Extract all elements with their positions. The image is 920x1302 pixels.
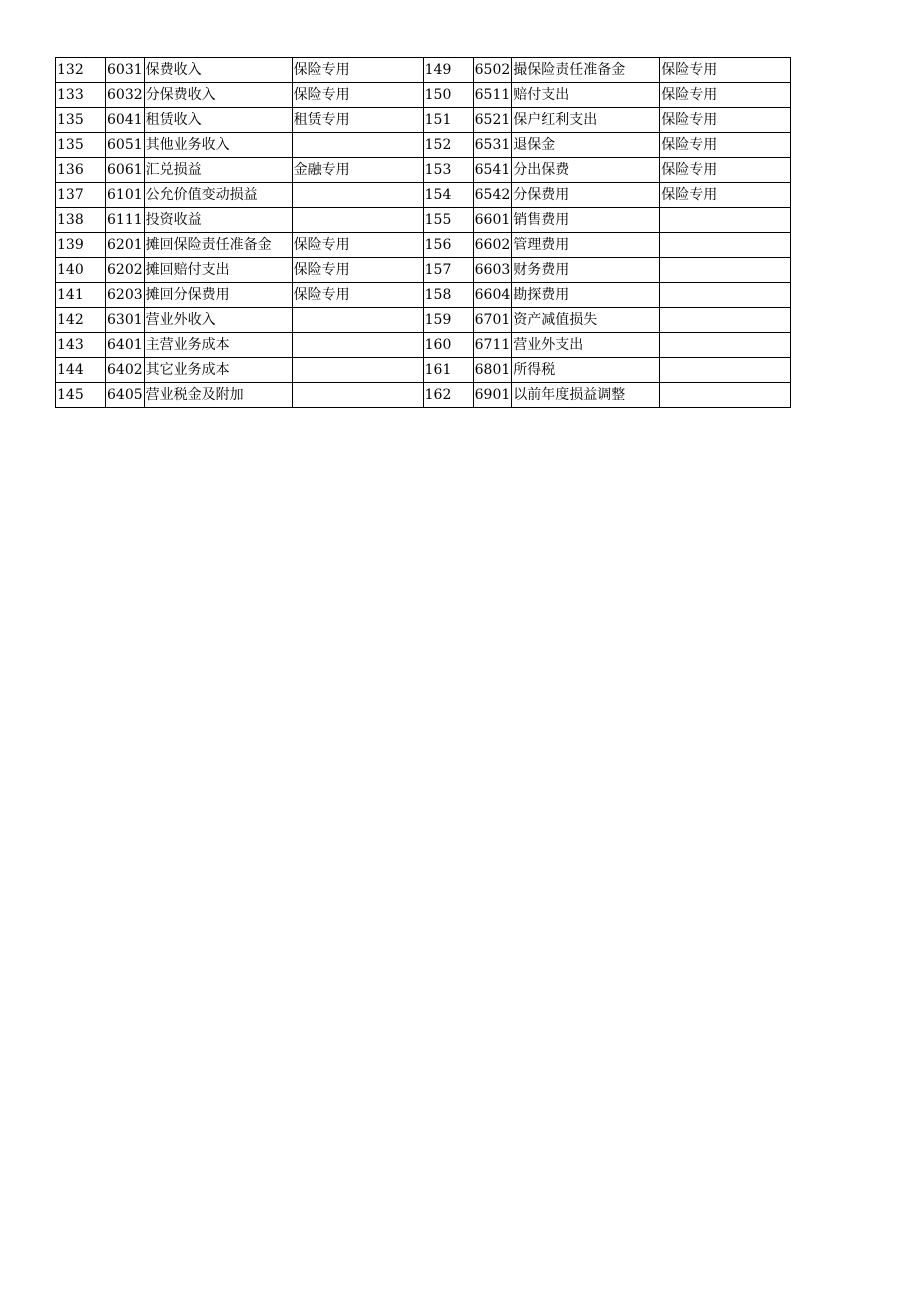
left-note-cell[interactable]: 保险专用 [292, 58, 423, 83]
left-account-name-cell[interactable]: 汇兑损益 [144, 158, 292, 183]
table-row [56, 358, 791, 383]
right-row-number-cell[interactable]: 156 [423, 233, 473, 258]
left-account-name-cell[interactable]: 营业外收入 [144, 308, 292, 333]
table-row [56, 333, 791, 358]
left-account-code-cell[interactable]: 6402 [106, 358, 145, 383]
right-account-code-cell[interactable]: 6701 [473, 308, 512, 333]
right-note-cell[interactable]: 保险专用 [660, 58, 791, 83]
left-row-number-cell[interactable]: 133 [56, 83, 106, 108]
table-row [56, 58, 791, 83]
right-note-cell[interactable] [660, 333, 791, 358]
right-note-cell[interactable] [660, 383, 791, 408]
right-row-number-cell[interactable]: 154 [423, 183, 473, 208]
table-row [56, 158, 791, 183]
left-account-code-cell[interactable]: 6203 [106, 283, 145, 308]
left-account-name-cell[interactable]: 分保费收入 [144, 83, 292, 108]
right-row-number-cell[interactable]: 160 [423, 333, 473, 358]
table-row [56, 183, 791, 208]
left-account-code-cell[interactable]: 6031 [106, 58, 145, 83]
left-row-number-cell[interactable]: 137 [56, 183, 106, 208]
left-account-code-cell[interactable]: 6405 [106, 383, 145, 408]
left-row-number-cell[interactable]: 132 [56, 58, 106, 83]
right-note-cell[interactable] [660, 208, 791, 233]
left-row-number-cell[interactable]: 135 [56, 133, 106, 158]
right-account-name-cell[interactable]: 撮保险责任准备金 [512, 58, 660, 83]
left-row-number-cell[interactable]: 141 [56, 283, 106, 308]
left-account-name-cell[interactable]: 摊回赔付支出 [144, 258, 292, 283]
right-row-number-cell[interactable]: 149 [423, 58, 473, 83]
right-note-cell[interactable] [660, 358, 791, 383]
left-row-number-cell[interactable]: 136 [56, 158, 106, 183]
table-row [56, 383, 791, 408]
right-account-code-cell[interactable]: 6604 [473, 283, 512, 308]
left-row-number-cell[interactable]: 140 [56, 258, 106, 283]
left-account-code-cell[interactable]: 6401 [106, 333, 145, 358]
table-row [56, 133, 791, 158]
left-account-code-cell[interactable]: 6041 [106, 108, 145, 133]
left-row-number-cell[interactable]: 143 [56, 333, 106, 358]
right-account-code-cell[interactable]: 6901 [473, 383, 512, 408]
right-note-cell[interactable] [660, 258, 791, 283]
right-account-name-cell[interactable]: 保户红利支出 [512, 108, 660, 133]
left-note-cell[interactable] [292, 383, 423, 408]
left-account-name-cell[interactable]: 摊回分保费用 [144, 283, 292, 308]
right-account-code-cell[interactable]: 6502 [473, 58, 512, 83]
right-note-cell[interactable]: 保险专用 [660, 133, 791, 158]
right-account-code-cell[interactable]: 6801 [473, 358, 512, 383]
right-account-code-cell[interactable]: 6521 [473, 108, 512, 133]
table-row [56, 208, 791, 233]
left-note-cell[interactable]: 保险专用 [292, 258, 423, 283]
right-note-cell[interactable]: 保险专用 [660, 108, 791, 133]
right-row-number-cell[interactable]: 157 [423, 258, 473, 283]
right-account-code-cell[interactable]: 6602 [473, 233, 512, 258]
account-table-body [56, 58, 791, 408]
right-note-cell[interactable] [660, 233, 791, 258]
left-account-code-cell[interactable]: 6061 [106, 158, 145, 183]
right-account-code-cell[interactable]: 6542 [473, 183, 512, 208]
right-account-code-cell[interactable]: 6603 [473, 258, 512, 283]
left-account-name-cell[interactable]: 其他业务收入 [144, 133, 292, 158]
right-account-name-cell[interactable]: 销售费用 [512, 208, 660, 233]
left-account-code-cell[interactable]: 6101 [106, 183, 145, 208]
table-row [56, 233, 791, 258]
right-note-cell[interactable] [660, 308, 791, 333]
right-account-name-cell[interactable]: 赔付支出 [512, 83, 660, 108]
right-account-name-cell[interactable]: 所得税 [512, 358, 660, 383]
left-note-cell[interactable]: 租赁专用 [292, 108, 423, 133]
right-row-number-cell[interactable]: 158 [423, 283, 473, 308]
right-account-name-cell[interactable]: 勘探费用 [512, 283, 660, 308]
left-account-name-cell[interactable]: 公允价值变动损益 [144, 183, 292, 208]
left-account-code-cell[interactable]: 6301 [106, 308, 145, 333]
left-account-code-cell[interactable]: 6051 [106, 133, 145, 158]
left-row-number-cell[interactable]: 135 [56, 108, 106, 133]
right-account-code-cell[interactable]: 6511 [473, 83, 512, 108]
left-account-code-cell[interactable]: 6111 [106, 208, 145, 233]
left-note-cell[interactable]: 金融专用 [292, 158, 423, 183]
left-account-name-cell[interactable]: 投资收益 [144, 208, 292, 233]
right-account-code-cell[interactable]: 6541 [473, 158, 512, 183]
right-note-cell[interactable] [660, 283, 791, 308]
left-account-code-cell[interactable]: 6032 [106, 83, 145, 108]
left-account-name-cell[interactable]: 其它业务成本 [144, 358, 292, 383]
left-account-name-cell[interactable]: 租赁收入 [144, 108, 292, 133]
left-account-code-cell[interactable]: 6202 [106, 258, 145, 283]
right-note-cell[interactable]: 保险专用 [660, 183, 791, 208]
right-account-name-cell[interactable]: 财务费用 [512, 258, 660, 283]
right-note-cell[interactable]: 保险专用 [660, 83, 791, 108]
table-row [56, 83, 791, 108]
right-row-number-cell[interactable]: 159 [423, 308, 473, 333]
right-row-number-cell[interactable]: 155 [423, 208, 473, 233]
right-account-name-cell[interactable]: 分出保费 [512, 158, 660, 183]
table-row [56, 308, 791, 333]
left-row-number-cell[interactable]: 142 [56, 308, 106, 333]
right-account-name-cell[interactable]: 以前年度损益调整 [512, 383, 660, 408]
right-row-number-cell[interactable]: 161 [423, 358, 473, 383]
right-row-number-cell[interactable]: 151 [423, 108, 473, 133]
left-note-cell[interactable] [292, 358, 423, 383]
right-account-name-cell[interactable]: 管理费用 [512, 233, 660, 258]
left-note-cell[interactable] [292, 183, 423, 208]
left-account-name-cell[interactable]: 摊回保险责任准备金 [144, 233, 292, 258]
right-account-name-cell[interactable]: 退保金 [512, 133, 660, 158]
table-row [56, 258, 791, 283]
left-row-number-cell[interactable]: 139 [56, 233, 106, 258]
left-note-cell[interactable]: 保险专用 [292, 83, 423, 108]
left-note-cell[interactable] [292, 308, 423, 333]
right-account-code-cell[interactable]: 6711 [473, 333, 512, 358]
right-account-code-cell[interactable]: 6601 [473, 208, 512, 233]
right-account-name-cell[interactable]: 分保费用 [512, 183, 660, 208]
right-row-number-cell[interactable]: 150 [423, 83, 473, 108]
account-table [55, 57, 791, 408]
left-note-cell[interactable] [292, 333, 423, 358]
right-account-name-cell[interactable]: 营业外支出 [512, 333, 660, 358]
left-account-code-cell[interactable]: 6201 [106, 233, 145, 258]
left-note-cell[interactable]: 保险专用 [292, 233, 423, 258]
table-row [56, 283, 791, 308]
right-row-number-cell[interactable]: 153 [423, 158, 473, 183]
right-note-cell[interactable]: 保险专用 [660, 158, 791, 183]
left-account-name-cell[interactable]: 保费收入 [144, 58, 292, 83]
right-row-number-cell[interactable]: 152 [423, 133, 473, 158]
left-note-cell[interactable] [292, 133, 423, 158]
left-row-number-cell[interactable]: 144 [56, 358, 106, 383]
left-row-number-cell[interactable]: 145 [56, 383, 106, 408]
left-account-name-cell[interactable]: 营业税金及附加 [144, 383, 292, 408]
left-note-cell[interactable] [292, 208, 423, 233]
left-row-number-cell[interactable]: 138 [56, 208, 106, 233]
right-account-name-cell[interactable]: 资产减值损失 [512, 308, 660, 333]
table-row [56, 108, 791, 133]
left-account-name-cell[interactable]: 主营业务成本 [144, 333, 292, 358]
left-note-cell[interactable]: 保险专用 [292, 283, 423, 308]
right-row-number-cell[interactable]: 162 [423, 383, 473, 408]
right-account-code-cell[interactable]: 6531 [473, 133, 512, 158]
